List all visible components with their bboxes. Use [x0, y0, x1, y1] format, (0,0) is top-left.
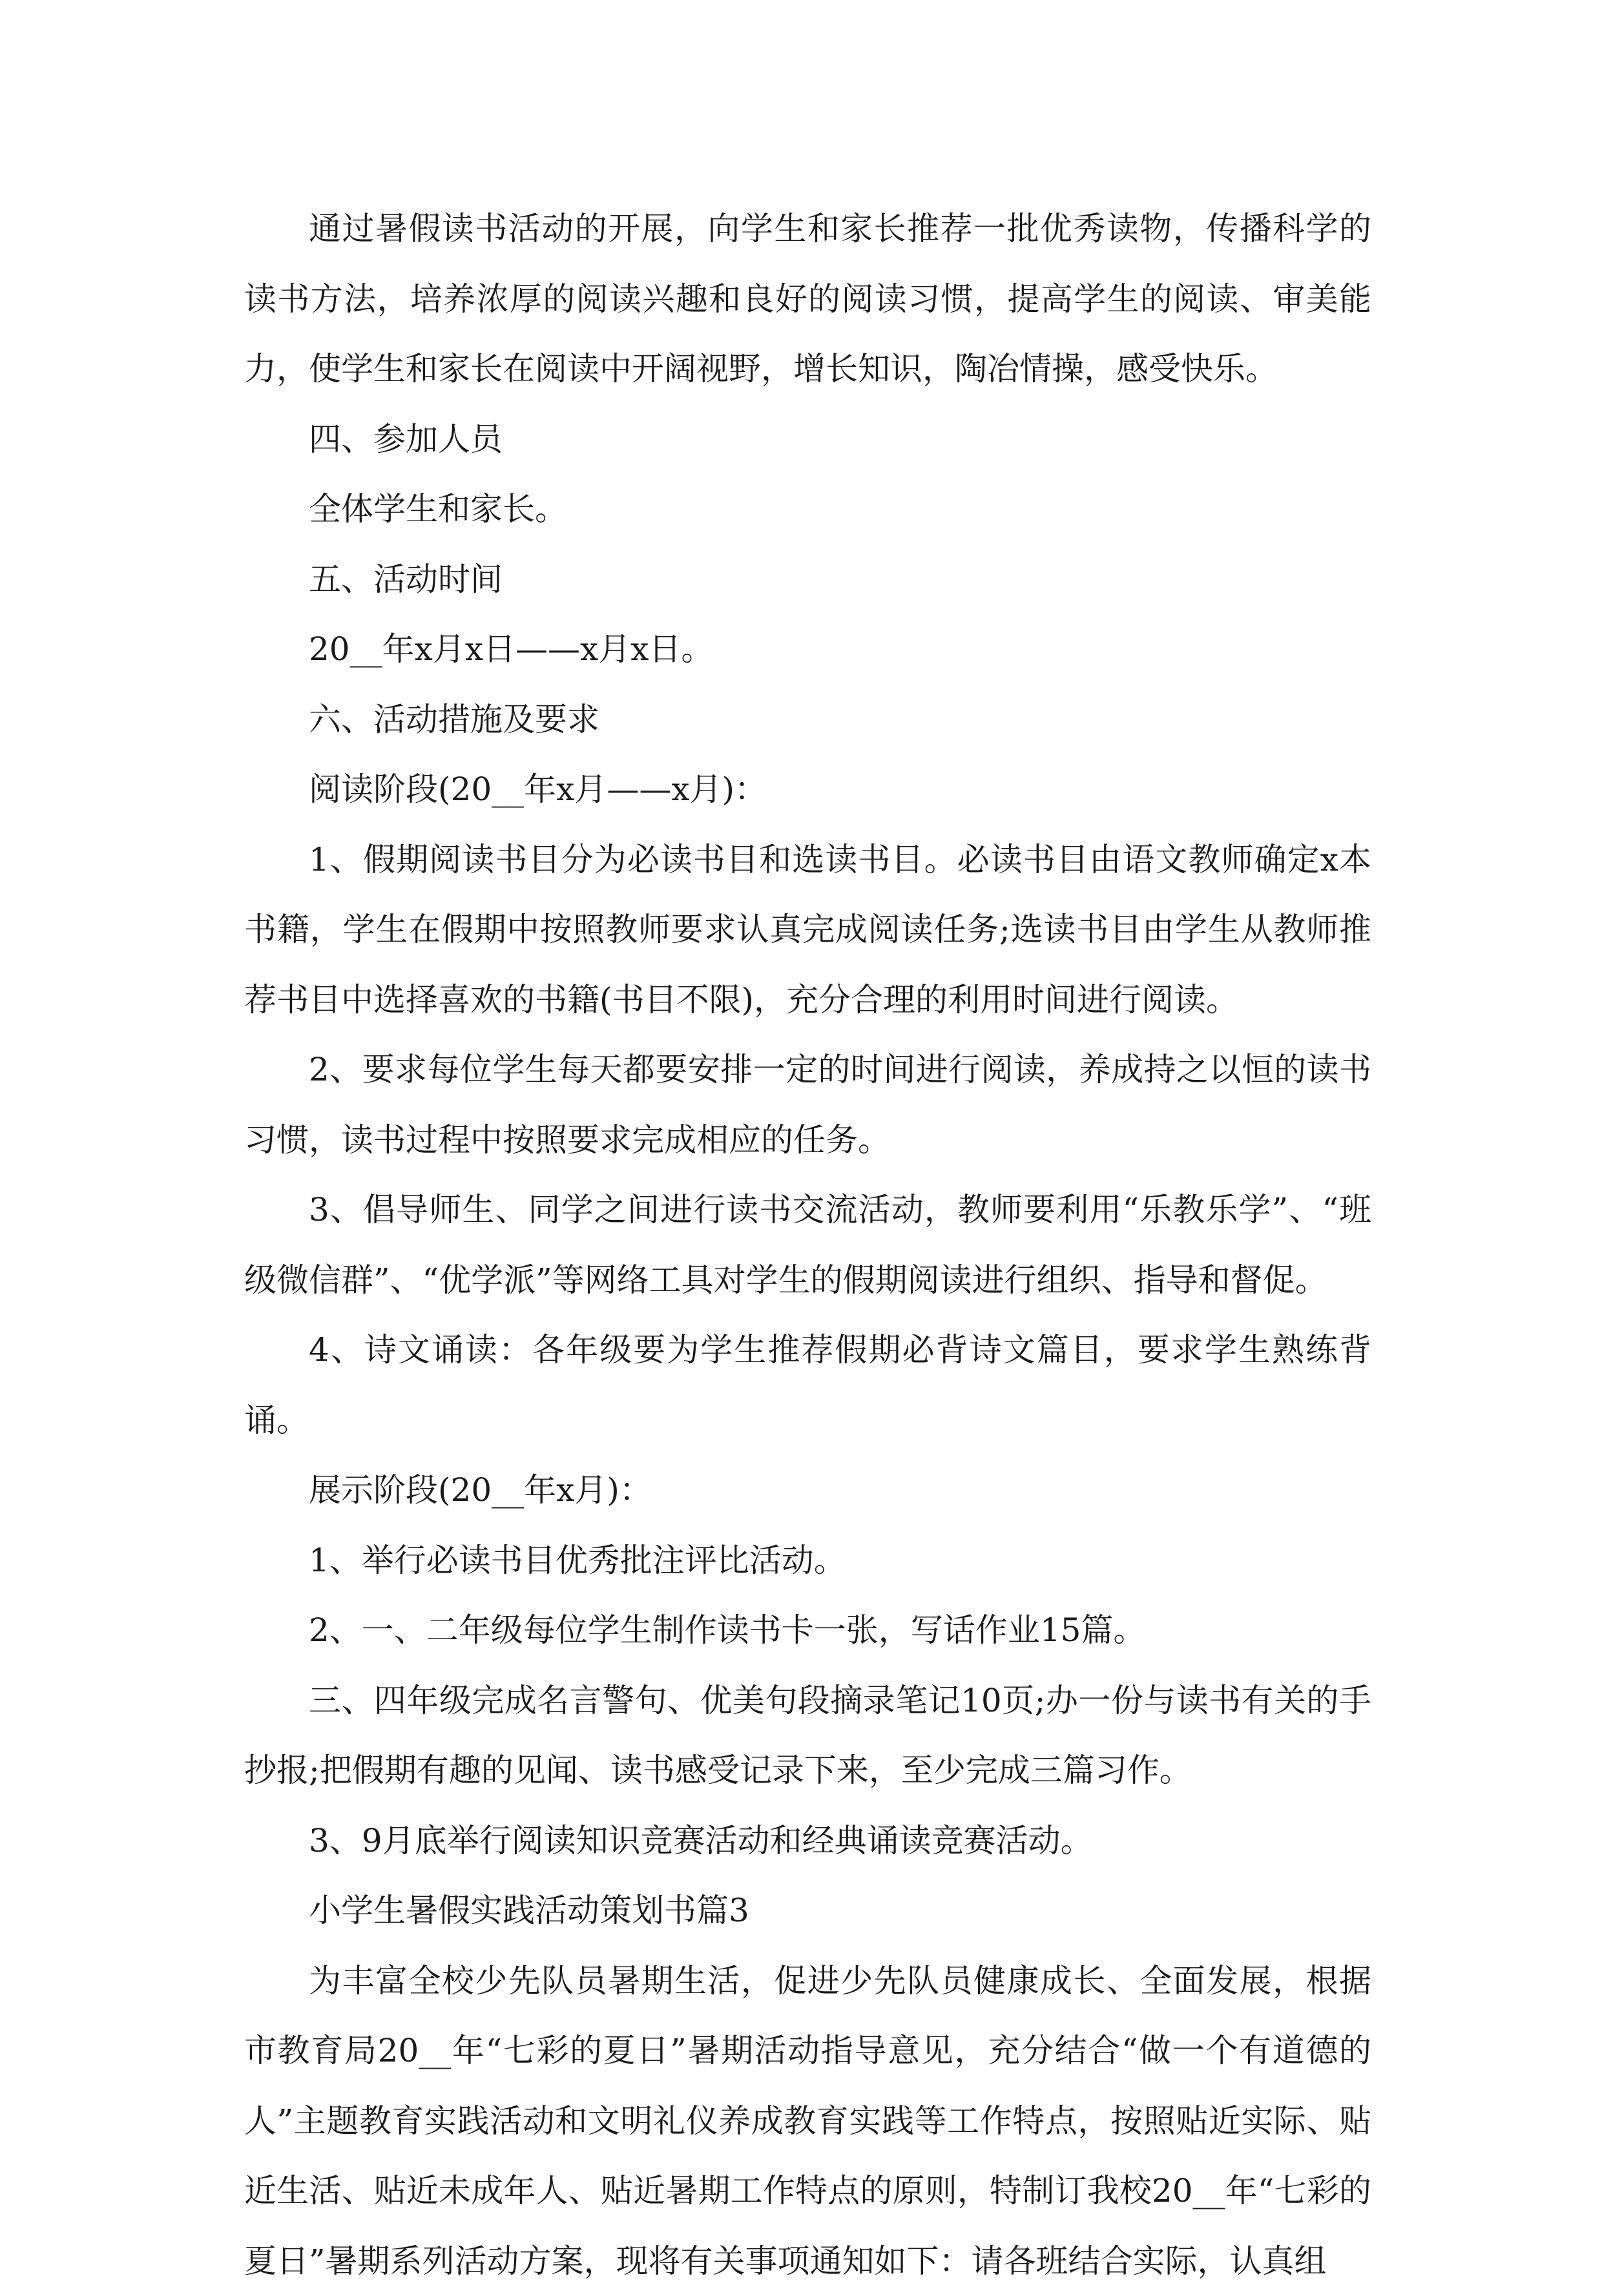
list-item-display-3: 3、9月底举行阅读知识竞赛活动和经典诵读竞赛活动。: [244, 1806, 1371, 1876]
paragraph-plan-3-intro: 为丰富全校少先队员暑期生活，促进少先队员健康成长、全面发展，根据市教育局20__年“七彩的夏日”暑期活动指导意见，充分结合“做一个有道德的人”主题教育实践活动和文明礼仪养成教育实践等工作特点，按照贴近实际、贴近生活、贴近未成年人、贴近暑期工作特点的原则，特制订我校20__年“七彩的夏日”暑期系列活动方案，现将有关事项通知如下：请各班结合实际，认真组: [244, 1946, 1371, 2296]
heading-activity-time: 五、活动时间: [244, 544, 1371, 615]
list-item-reading-3: 3、倡导师生、同学之间进行读书交流活动，教师要利用“乐教乐学”、“班级微信群”、“优学派”等网络工具对学生的假期阅读进行组织、指导和督促。: [244, 1175, 1371, 1315]
list-item-reading-1: 1、假期阅读书目分为必读书目和选读书目。必读书目由语文教师确定x本书籍，学生在假期中按照教师要求认真完成阅读任务;选读书目由学生从教师推荐书目中选择喜欢的书籍(书目不限)，充分合理的利用时间进行阅读。: [244, 825, 1371, 1035]
paragraph-purpose: 通过暑假读书活动的开展，向学生和家长推荐一批优秀读物，传播科学的读书方法，培养浓厚的阅读兴趣和良好的阅读习惯，提高学生的阅读、审美能力，使学生和家长在阅读中开阔视野，增长知识，陶冶情操，感受快乐。: [244, 194, 1371, 404]
section-title-plan-3: 小学生暑假实践活动策划书篇3: [244, 1876, 1371, 1946]
list-item-reading-4: 4、诗文诵读：各年级要为学生推荐假期必背诗文篇目，要求学生熟练背诵。: [244, 1315, 1371, 1455]
paragraph-participants: 全体学生和家长。: [244, 474, 1371, 544]
list-item-display-grades-3-4: 三、四年级完成名言警句、优美句段摘录笔记10页;办一份与读书有关的手抄报;把假期有趣的见闻、读书感受记录下来，至少完成三篇习作。: [244, 1666, 1371, 1806]
heading-participants: 四、参加人员: [244, 404, 1371, 475]
subheading-reading-stage: 阅读阶段(20__年x月——x月)：: [244, 754, 1371, 825]
list-item-reading-2: 2、要求每位学生每天都要安排一定的时间进行阅读，养成持之以恒的读书习惯，读书过程中按照要求完成相应的任务。: [244, 1035, 1371, 1175]
list-item-display-1: 1、举行必读书目优秀批注评比活动。: [244, 1525, 1371, 1596]
subheading-display-stage: 展示阶段(20__年x月)：: [244, 1455, 1371, 1525]
paragraph-activity-time: 20__年x月x日——x月x日。: [244, 614, 1371, 685]
heading-measures: 六、活动措施及要求: [244, 685, 1371, 755]
document-body: [244, 194, 1371, 2296]
list-item-display-2: 2、一、二年级每位学生制作读书卡一张，写话作业15篇。: [244, 1595, 1371, 1666]
